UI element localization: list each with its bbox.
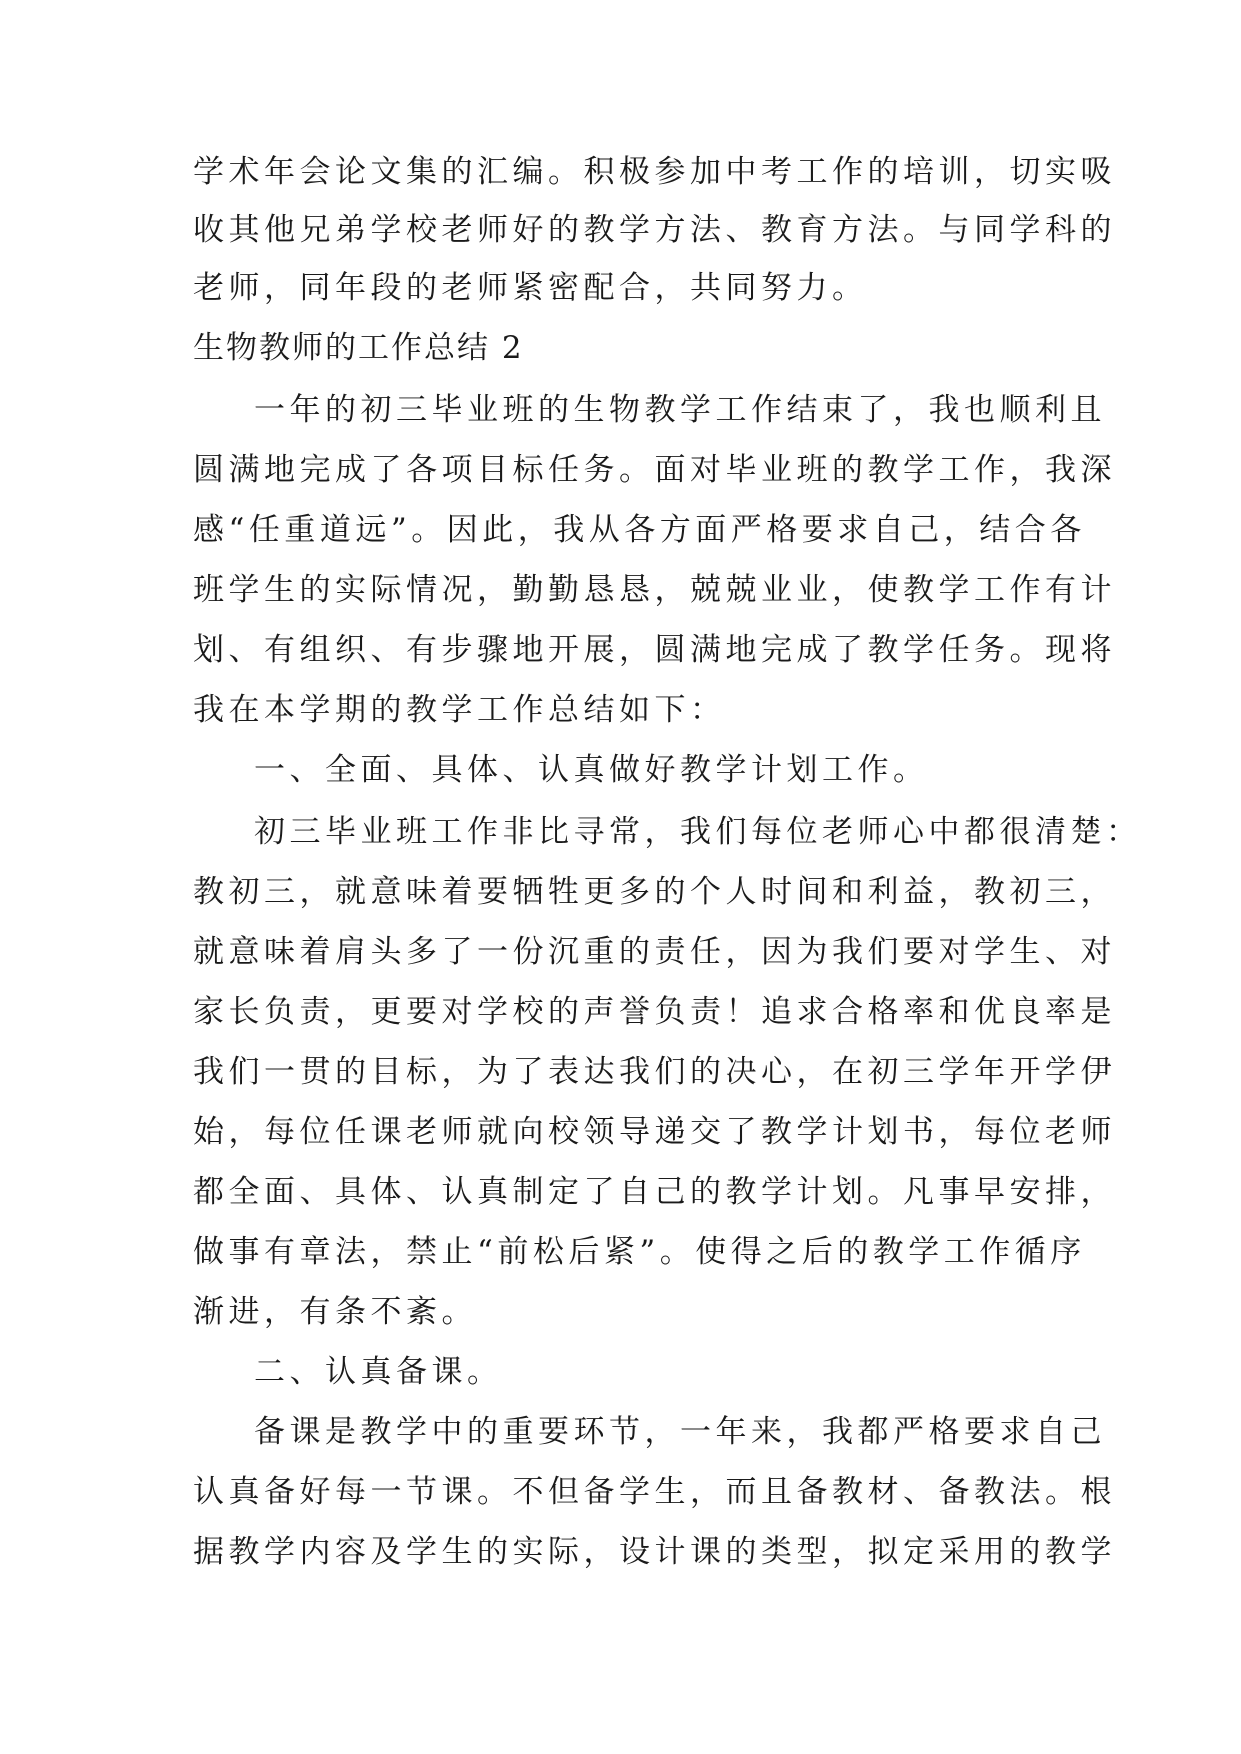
paragraph-line: 一年的初三毕业班的生物教学工作结束了，我也顺利且 <box>254 392 1106 428</box>
paragraph-line: 做事有章法，禁止“前松后紧”。使得之后的教学工作循序 <box>193 1234 1086 1270</box>
paragraph-line: 学术年会论文集的汇编。积极参加中考工作的培训，切实吸 <box>193 154 1116 190</box>
paragraph-line: 老师，同年段的老师紧密配合，共同努力。 <box>193 270 868 306</box>
paragraph-line: 家长负责，更要对学校的声誉负责！追求合格率和优良率是 <box>193 994 1116 1030</box>
paragraph-line: 感“任重道远”。因此，我从各方面严格要求自己，结合各 <box>193 512 1086 548</box>
paragraph-line: 我们一贯的目标，为了表达我们的决心，在初三学年开学伊 <box>193 1054 1116 1090</box>
paragraph-line: 备课是教学中的重要环节，一年来，我都严格要求自己 <box>254 1414 1106 1450</box>
list-heading: 一、全面、具体、认真做好教学计划工作。 <box>254 752 929 788</box>
paragraph-line: 收其他兄弟学校老师好的教学方法、教育方法。与同学科的 <box>193 212 1116 248</box>
paragraph-line: 划、有组织、有步骤地开展，圆满地完成了教学任务。现将 <box>193 632 1116 668</box>
paragraph-line: 我在本学期的教学工作总结如下： <box>193 692 726 728</box>
paragraph-line: 班学生的实际情况，勤勤恳恳，兢兢业业，使教学工作有计 <box>193 572 1116 608</box>
paragraph-line: 渐进，有条不紊。 <box>193 1294 477 1330</box>
paragraph-line: 就意味着肩头多了一份沉重的责任，因为我们要对学生、对 <box>193 934 1116 970</box>
paragraph-line: 都全面、具体、认真制定了自己的教学计划。凡事早安排， <box>193 1174 1116 1210</box>
section-heading: 生物教师的工作总结 2 <box>193 330 524 366</box>
paragraph-line: 始，每位任课老师就向校领导递交了教学计划书，每位老师 <box>193 1114 1116 1150</box>
paragraph-line: 认真备好每一节课。不但备学生，而且备教材、备教法。根 <box>193 1474 1116 1510</box>
paragraph-line: 初三毕业班工作非比寻常，我们每位老师心中都很清楚： <box>254 814 1142 850</box>
paragraph-line: 教初三，就意味着要牺牲更多的个人时间和利益，教初三， <box>193 874 1116 910</box>
paragraph-line: 圆满地完成了各项目标任务。面对毕业班的教学工作，我深 <box>193 452 1116 488</box>
list-heading: 二、认真备课。 <box>254 1354 503 1390</box>
paragraph-line: 据教学内容及学生的实际，设计课的类型，拟定采用的教学 <box>193 1534 1116 1570</box>
